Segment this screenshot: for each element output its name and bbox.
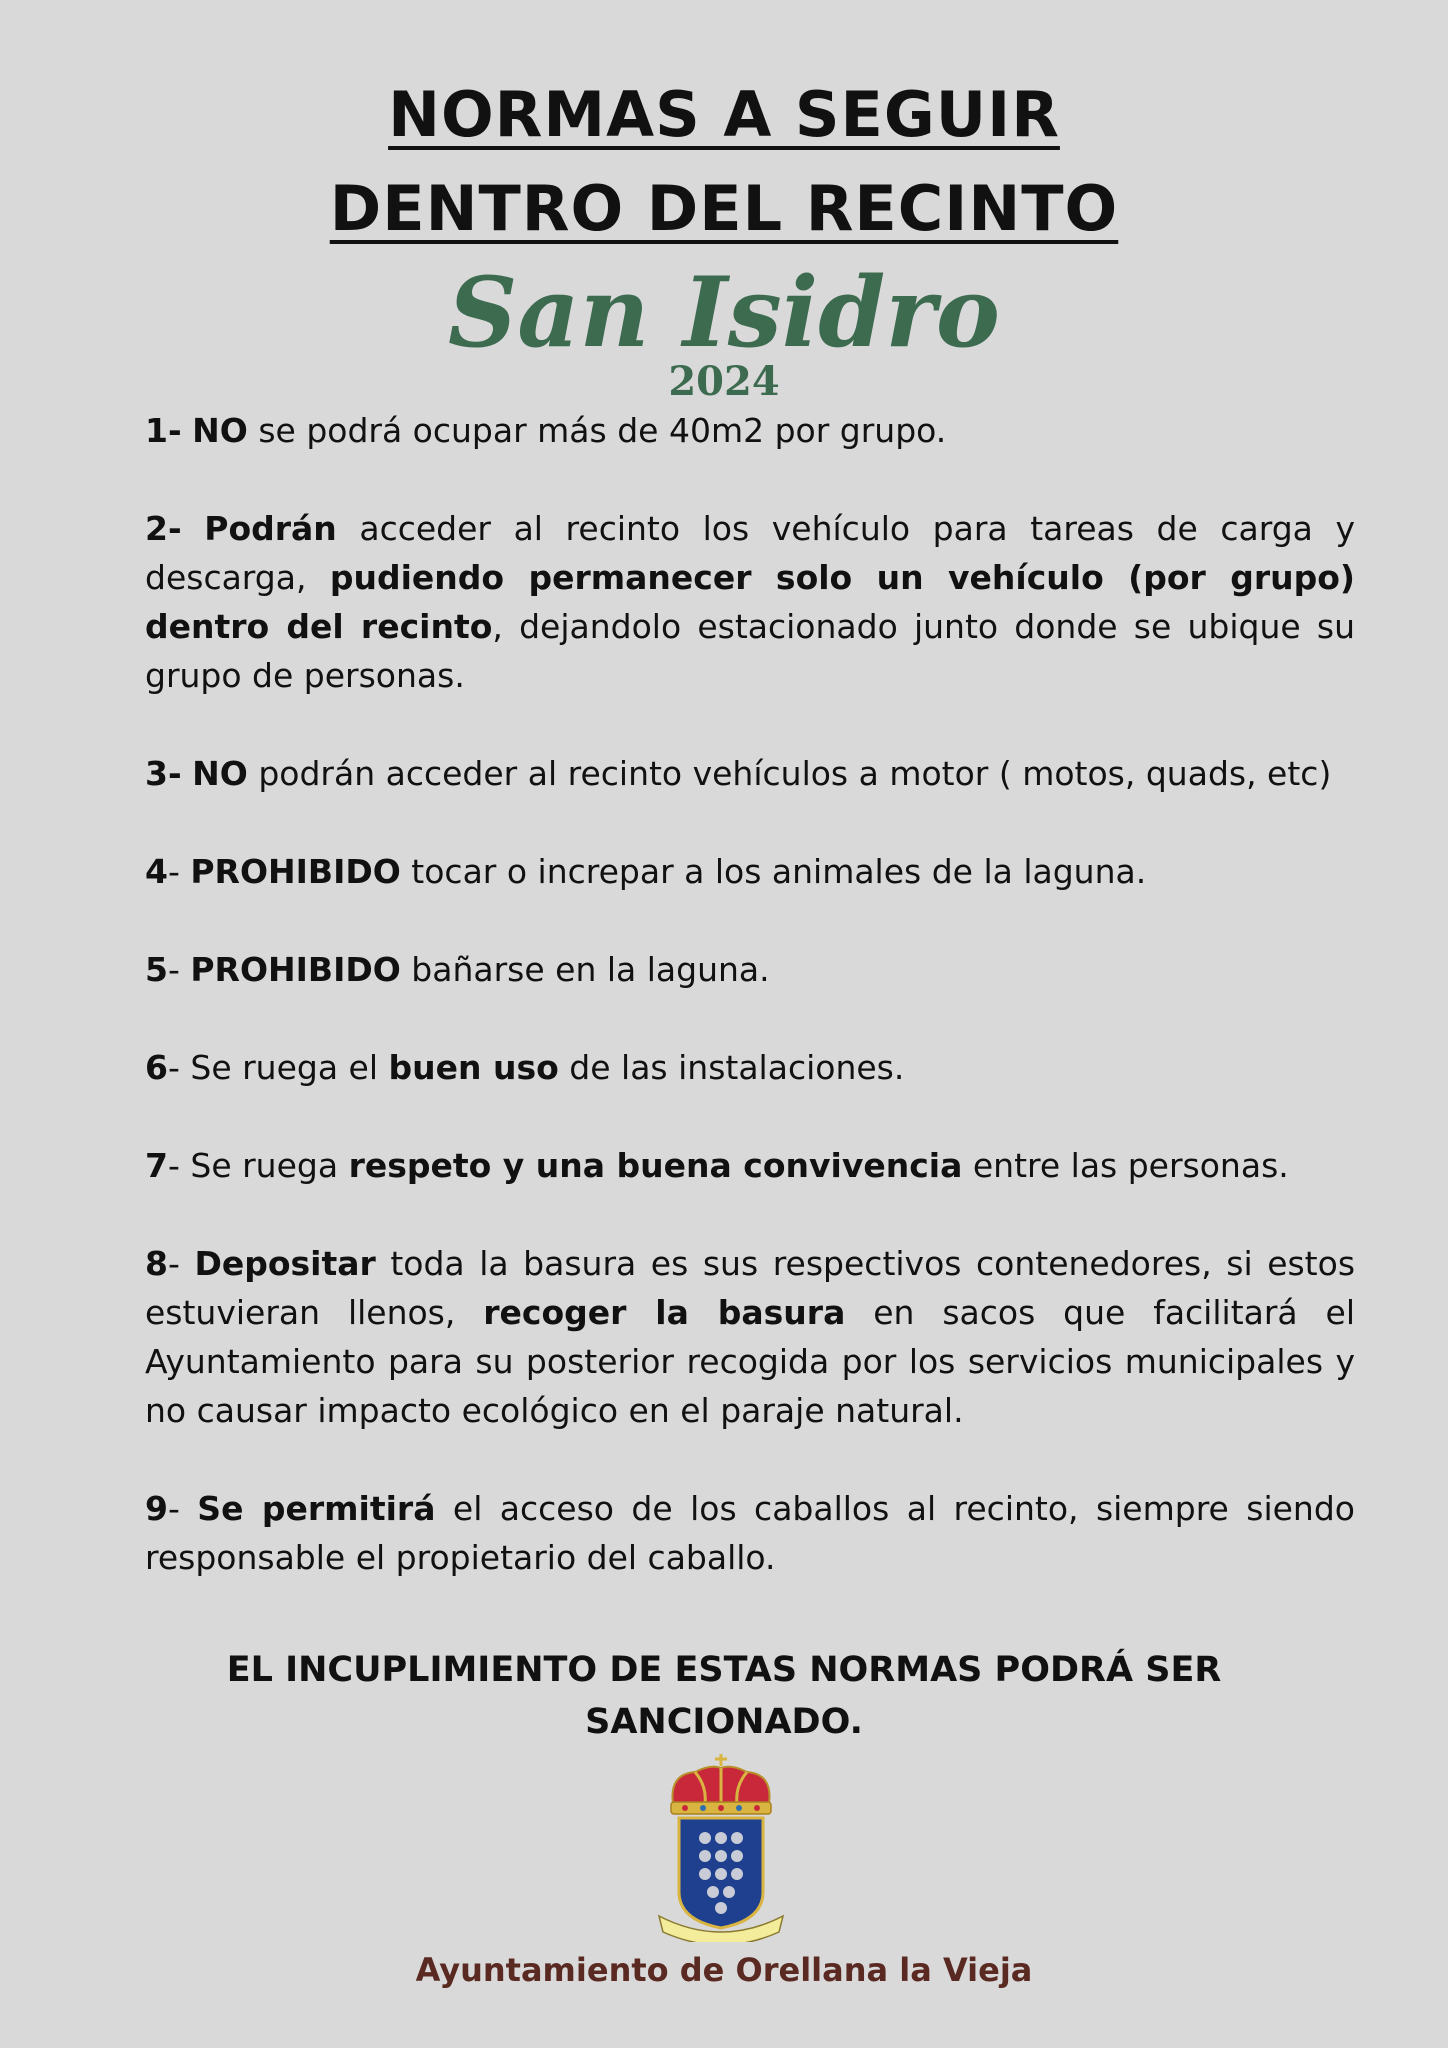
rule-prefix: - bbox=[167, 852, 191, 891]
rule-2 bbox=[145, 504, 1355, 700]
rule-prefix: - bbox=[167, 950, 191, 989]
rule-number: 4 bbox=[145, 852, 168, 891]
rule-text: tocar o increpar a los animales de la laguna. bbox=[400, 852, 1147, 891]
rule-prefix: - bbox=[167, 1244, 195, 1283]
rule-9 bbox=[145, 1484, 1355, 1582]
rule-keyword: Depositar bbox=[194, 1244, 376, 1283]
rule-text: se podrá ocupar más de 40m2 por grupo. bbox=[247, 411, 947, 450]
sanction-warning bbox=[200, 1644, 1248, 1748]
rule-number: 5 bbox=[145, 950, 168, 989]
warning-line-2: SANCIONADO. bbox=[585, 1702, 863, 1742]
rule-keyword: NO bbox=[192, 411, 248, 450]
rule-emphasis: pudiendo permanecer solo un vehículo (por grupo) dentro del recinto bbox=[145, 558, 1355, 646]
rule-number: 9 bbox=[145, 1489, 168, 1528]
title-line-2: DENTRO DEL RECINTO bbox=[329, 172, 1119, 245]
rule-text: bañarse en la laguna. bbox=[400, 950, 770, 989]
rule-prefix: - Se ruega bbox=[167, 1146, 349, 1185]
rule-6 bbox=[145, 1043, 1355, 1092]
rule-number: 6 bbox=[145, 1048, 168, 1087]
rule-keyword: PROHIBIDO bbox=[190, 852, 401, 891]
rule-7 bbox=[145, 1141, 1355, 1190]
rule-prefix: - Se ruega el bbox=[167, 1048, 389, 1087]
page-title bbox=[0, 68, 1448, 256]
rule-keyword: buen uso bbox=[388, 1048, 559, 1087]
rule-text: podrán acceder al recinto vehículos a motor ( motos, quads, etc) bbox=[247, 754, 1332, 793]
rule-keyword: NO bbox=[192, 754, 248, 793]
crown-icon bbox=[671, 1754, 771, 1814]
rule-prefix: - bbox=[167, 1489, 198, 1528]
footer-organization: Ayuntamiento de Orellana la Vieja bbox=[415, 1951, 1033, 1989]
rule-text: acceder al recinto los vehículo para tareas de carga y descarga, bbox=[145, 509, 1355, 597]
rule-number: 7 bbox=[145, 1146, 168, 1185]
rule-number: 2- bbox=[145, 509, 182, 548]
rule-text-end: en sacos que facilitará el Ayuntamiento para su posterior recogida por los servicios municipales y no causar impacto ecológico en el paraje natural. bbox=[145, 1293, 1355, 1430]
rule-keyword: respeto y una buena convivencia bbox=[348, 1146, 963, 1185]
rule-emphasis: recoger la basura bbox=[483, 1293, 846, 1332]
rule-text: el acceso de los caballos al recinto, siempre siendo responsable el propietario del caballo. bbox=[145, 1489, 1355, 1577]
rule-keyword: PROHIBIDO bbox=[190, 950, 401, 989]
rule-text: de las instalaciones. bbox=[558, 1048, 905, 1087]
coat-of-arms-icon bbox=[655, 1752, 787, 1942]
rule-5 bbox=[145, 945, 1355, 994]
rule-8 bbox=[145, 1239, 1355, 1435]
title-line-1: NORMAS A SEGUIR bbox=[388, 78, 1060, 151]
event-year: 2024 bbox=[668, 358, 780, 405]
rule-number: 1- bbox=[145, 411, 182, 450]
rule-keyword: Se permitirá bbox=[197, 1489, 436, 1528]
rule-number: 8 bbox=[145, 1244, 168, 1283]
event-logo bbox=[0, 258, 1448, 404]
event-name: San Isidro bbox=[448, 256, 1000, 369]
rule-1 bbox=[145, 406, 1355, 455]
rule-text: toda la basura es sus respectivos contenedores, si estos estuvieran llenos, bbox=[145, 1244, 1356, 1332]
rule-keyword: Podrán bbox=[204, 509, 337, 548]
rule-text-end: , dejandolo estacionado junto donde se ubique su grupo de personas. bbox=[145, 607, 1355, 695]
warning-line-1: EL INCUPLIMIENTO DE ESTAS NORMAS PODRÁ SER bbox=[226, 1650, 1222, 1690]
rule-3 bbox=[145, 749, 1355, 798]
rule-number: 3- bbox=[145, 754, 182, 793]
rule-4 bbox=[145, 847, 1355, 896]
rule-text: entre las personas. bbox=[962, 1146, 1289, 1185]
rules-list bbox=[145, 406, 1355, 1631]
